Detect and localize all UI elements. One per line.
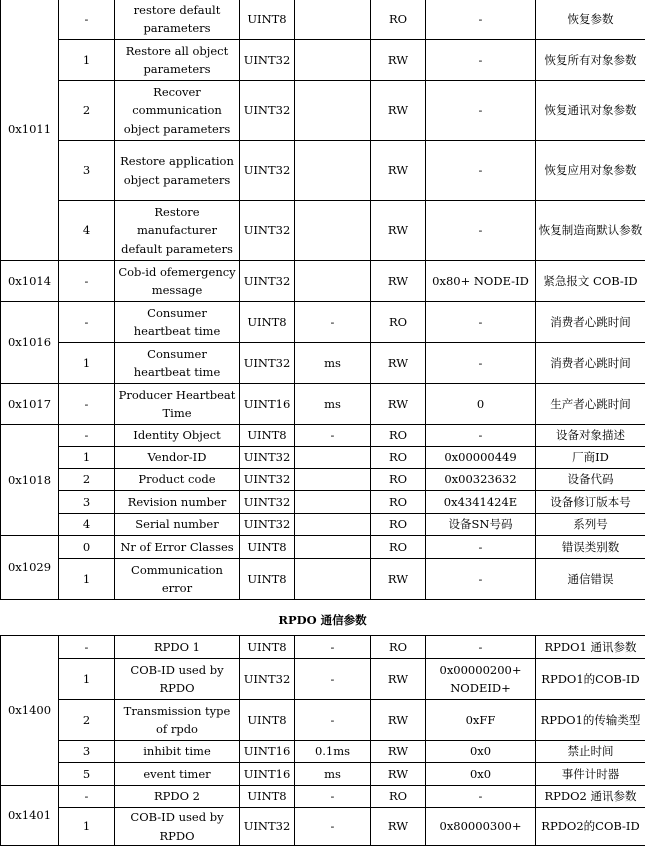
- name-cell: Product code: [115, 469, 240, 491]
- name-cell: RPDO 2: [115, 786, 240, 808]
- table-row: [1, 425, 645, 447]
- index-cell: 0x1029: [1, 536, 59, 600]
- name-cell: Transmission type of rpdo: [115, 700, 240, 741]
- description-cell: 通信错误: [536, 559, 645, 600]
- default-value-cell: 0x80+ NODE-ID: [426, 261, 536, 302]
- data-type-cell: UINT8: [240, 700, 295, 741]
- unit-cell: [295, 491, 371, 514]
- subindex-cell: -: [59, 302, 115, 343]
- name-cell: Serial number: [115, 514, 240, 536]
- access-cell: RO: [371, 514, 426, 536]
- index-cell: 0x1017: [1, 384, 59, 425]
- description-cell: 错误类别数: [536, 536, 645, 559]
- name-cell: restore default parameters: [115, 0, 240, 40]
- data-type-cell: UINT32: [240, 261, 295, 302]
- access-cell: RW: [371, 261, 426, 302]
- data-type-cell: UINT32: [240, 808, 295, 846]
- data-type-cell: UINT8: [240, 559, 295, 600]
- data-type-cell: UINT16: [240, 741, 295, 763]
- table-row: [1, 808, 645, 846]
- index-cell: 0x1018: [1, 425, 59, 536]
- default-value-cell: 0x0: [426, 741, 536, 763]
- description-cell: 设备修订版本号: [536, 491, 645, 514]
- data-type-cell: UINT32: [240, 141, 295, 201]
- unit-cell: [295, 261, 371, 302]
- default-value-cell: -: [426, 40, 536, 81]
- index-cell: 0x1400: [1, 636, 59, 786]
- description-cell: 紧急报文 COB-ID: [536, 261, 645, 302]
- name-cell: Recover communication object parameters: [115, 81, 240, 141]
- name-cell: event timer: [115, 763, 240, 786]
- unit-cell: [295, 141, 371, 201]
- unit-cell: [295, 447, 371, 469]
- table-row: [1, 0, 645, 40]
- name-cell: Vendor-ID: [115, 447, 240, 469]
- data-type-cell: UINT32: [240, 659, 295, 700]
- table-row: [1, 491, 645, 514]
- unit-cell: -: [295, 786, 371, 808]
- access-cell: RW: [371, 659, 426, 700]
- data-type-cell: UINT8: [240, 636, 295, 659]
- unit-cell: -: [295, 302, 371, 343]
- name-cell: Revision number: [115, 491, 240, 514]
- access-cell: RO: [371, 636, 426, 659]
- access-cell: RO: [371, 491, 426, 514]
- default-value-cell: -: [426, 0, 536, 40]
- access-cell: RW: [371, 763, 426, 786]
- description-cell: 设备代码: [536, 469, 645, 491]
- data-type-cell: UINT32: [240, 40, 295, 81]
- subindex-cell: 1: [59, 40, 115, 81]
- unit-cell: -: [295, 659, 371, 700]
- table-row: [1, 81, 645, 141]
- data-type-cell: UINT16: [240, 384, 295, 425]
- description-cell: 事件计时器: [536, 763, 645, 786]
- description-cell: 禁止时间: [536, 741, 645, 763]
- access-cell: RW: [371, 343, 426, 384]
- table-row: [1, 302, 645, 343]
- unit-cell: [295, 201, 371, 261]
- name-cell: inhibit time: [115, 741, 240, 763]
- subindex-cell: 2: [59, 700, 115, 741]
- name-cell: Nr of Error Classes: [115, 536, 240, 559]
- table-row: [1, 636, 645, 659]
- subindex-cell: -: [59, 636, 115, 659]
- name-cell: Cob-id ofemergency message: [115, 261, 240, 302]
- data-type-cell: UINT32: [240, 343, 295, 384]
- unit-cell: [295, 0, 371, 40]
- subindex-cell: 5: [59, 763, 115, 786]
- table-row: [1, 447, 645, 469]
- unit-cell: 0.1ms: [295, 741, 371, 763]
- access-cell: RO: [371, 425, 426, 447]
- default-value-cell: 0xFF: [426, 700, 536, 741]
- unit-cell: -: [295, 425, 371, 447]
- access-cell: RW: [371, 40, 426, 81]
- description-cell: 恢复通讯对象参数: [536, 81, 645, 141]
- name-cell: Communication error: [115, 559, 240, 600]
- table-row: [1, 786, 645, 808]
- data-type-cell: UINT32: [240, 514, 295, 536]
- table-row: [1, 536, 645, 559]
- default-value-cell: -: [426, 302, 536, 343]
- unit-cell: [295, 40, 371, 81]
- data-type-cell: UINT8: [240, 786, 295, 808]
- default-value-cell: -: [426, 559, 536, 600]
- subindex-cell: 1: [59, 343, 115, 384]
- default-value-cell: -: [426, 636, 536, 659]
- description-cell: 恢复应用对象参数: [536, 141, 645, 201]
- name-cell: Identity Object: [115, 425, 240, 447]
- description-cell: RPDO2的COB-ID: [536, 808, 645, 846]
- description-cell: 恢复制造商默认参数: [536, 201, 645, 261]
- unit-cell: ms: [295, 384, 371, 425]
- default-value-cell: -: [426, 536, 536, 559]
- unit-cell: [295, 536, 371, 559]
- subindex-cell: 1: [59, 808, 115, 846]
- access-cell: RO: [371, 786, 426, 808]
- table-row: [1, 700, 645, 741]
- table-row: [1, 659, 645, 700]
- default-value-cell: -: [426, 786, 536, 808]
- description-cell: 消费者心跳时间: [536, 302, 645, 343]
- access-cell: RO: [371, 0, 426, 40]
- unit-cell: -: [295, 700, 371, 741]
- subindex-cell: -: [59, 384, 115, 425]
- unit-cell: [295, 469, 371, 491]
- access-cell: RW: [371, 700, 426, 741]
- unit-cell: [295, 514, 371, 536]
- table-row: [1, 40, 645, 81]
- subindex-cell: -: [59, 261, 115, 302]
- data-type-cell: UINT8: [240, 302, 295, 343]
- default-value-cell: 0x4341424E: [426, 491, 536, 514]
- description-cell: RPDO1 通讯参数: [536, 636, 645, 659]
- data-type-cell: UINT8: [240, 536, 295, 559]
- data-type-cell: UINT32: [240, 491, 295, 514]
- default-value-cell: 0x0: [426, 763, 536, 786]
- table-row: [1, 201, 645, 261]
- access-cell: RW: [371, 741, 426, 763]
- subindex-cell: 3: [59, 741, 115, 763]
- unit-cell: [295, 81, 371, 141]
- data-type-cell: UINT32: [240, 201, 295, 261]
- default-value-cell: 设备SN号码: [426, 514, 536, 536]
- default-value-cell: 0x00000200+ NODEID+: [426, 659, 536, 700]
- name-cell: Consumer heartbeat time: [115, 302, 240, 343]
- table2-body: [1, 636, 645, 846]
- table-row: [1, 763, 645, 786]
- unit-cell: ms: [295, 763, 371, 786]
- data-type-cell: UINT8: [240, 425, 295, 447]
- index-cell: 0x1401: [1, 786, 59, 846]
- index-cell: 0x1016: [1, 302, 59, 384]
- index-cell: 0x1011: [1, 0, 59, 261]
- default-value-cell: -: [426, 201, 536, 261]
- access-cell: RO: [371, 469, 426, 491]
- table-row: [1, 261, 645, 302]
- subindex-cell: 4: [59, 514, 115, 536]
- data-type-cell: UINT32: [240, 469, 295, 491]
- access-cell: RW: [371, 559, 426, 600]
- description-cell: 恢复所有对象参数: [536, 40, 645, 81]
- name-cell: COB-ID used by RPDO: [115, 808, 240, 846]
- data-type-cell: UINT32: [240, 447, 295, 469]
- description-cell: 系列号: [536, 514, 645, 536]
- table-row: [1, 141, 645, 201]
- table1-body: [1, 0, 645, 600]
- access-cell: RW: [371, 81, 426, 141]
- subindex-cell: -: [59, 786, 115, 808]
- table-row: [1, 384, 645, 425]
- subindex-cell: -: [59, 0, 115, 40]
- description-cell: RPDO1的传输类型: [536, 700, 645, 741]
- name-cell: Restore manufacturer default parameters: [115, 201, 240, 261]
- unit-cell: ms: [295, 343, 371, 384]
- unit-cell: -: [295, 808, 371, 846]
- default-value-cell: -: [426, 141, 536, 201]
- access-cell: RW: [371, 201, 426, 261]
- data-type-cell: UINT32: [240, 81, 295, 141]
- default-value-cell: -: [426, 425, 536, 447]
- data-type-cell: UINT16: [240, 763, 295, 786]
- table-row: [1, 343, 645, 384]
- subindex-cell: 1: [59, 559, 115, 600]
- rpdo-communication-table: [0, 635, 645, 846]
- description-cell: RPDO1的COB-ID: [536, 659, 645, 700]
- subindex-cell: 1: [59, 447, 115, 469]
- name-cell: Restore application object parameters: [115, 141, 240, 201]
- access-cell: RO: [371, 447, 426, 469]
- access-cell: RO: [371, 302, 426, 343]
- subindex-cell: 4: [59, 201, 115, 261]
- name-cell: COB-ID used by RPDO: [115, 659, 240, 700]
- subindex-cell: 0: [59, 536, 115, 559]
- name-cell: RPDO 1: [115, 636, 240, 659]
- table-row: [1, 559, 645, 600]
- description-cell: 消费者心跳时间: [536, 343, 645, 384]
- description-cell: 恢复参数: [536, 0, 645, 40]
- description-cell: 设备对象描述: [536, 425, 645, 447]
- default-value-cell: 0x00000449: [426, 447, 536, 469]
- subindex-cell: 1: [59, 659, 115, 700]
- subindex-cell: 2: [59, 81, 115, 141]
- unit-cell: [295, 559, 371, 600]
- data-type-cell: UINT8: [240, 0, 295, 40]
- subindex-cell: 3: [59, 141, 115, 201]
- table-row: [1, 469, 645, 491]
- name-cell: Producer Heartbeat Time: [115, 384, 240, 425]
- table-row: [1, 514, 645, 536]
- name-cell: Restore all object parameters: [115, 40, 240, 81]
- access-cell: RW: [371, 384, 426, 425]
- default-value-cell: -: [426, 81, 536, 141]
- default-value-cell: -: [426, 343, 536, 384]
- access-cell: RO: [371, 536, 426, 559]
- unit-cell: -: [295, 636, 371, 659]
- access-cell: RW: [371, 808, 426, 846]
- default-value-cell: 0: [426, 384, 536, 425]
- subindex-cell: 3: [59, 491, 115, 514]
- description-cell: 厂商ID: [536, 447, 645, 469]
- description-cell: RPDO2 通讯参数: [536, 786, 645, 808]
- default-value-cell: 0x00323632: [426, 469, 536, 491]
- default-value-cell: 0x80000300+: [426, 808, 536, 846]
- subindex-cell: 2: [59, 469, 115, 491]
- index-cell: 0x1014: [1, 261, 59, 302]
- table-row: [1, 741, 645, 763]
- description-cell: 生产者心跳时间: [536, 384, 645, 425]
- subindex-cell: -: [59, 425, 115, 447]
- access-cell: RW: [371, 141, 426, 201]
- name-cell: Consumer heartbeat time: [115, 343, 240, 384]
- section-title: RPDO 通信参数: [0, 611, 645, 629]
